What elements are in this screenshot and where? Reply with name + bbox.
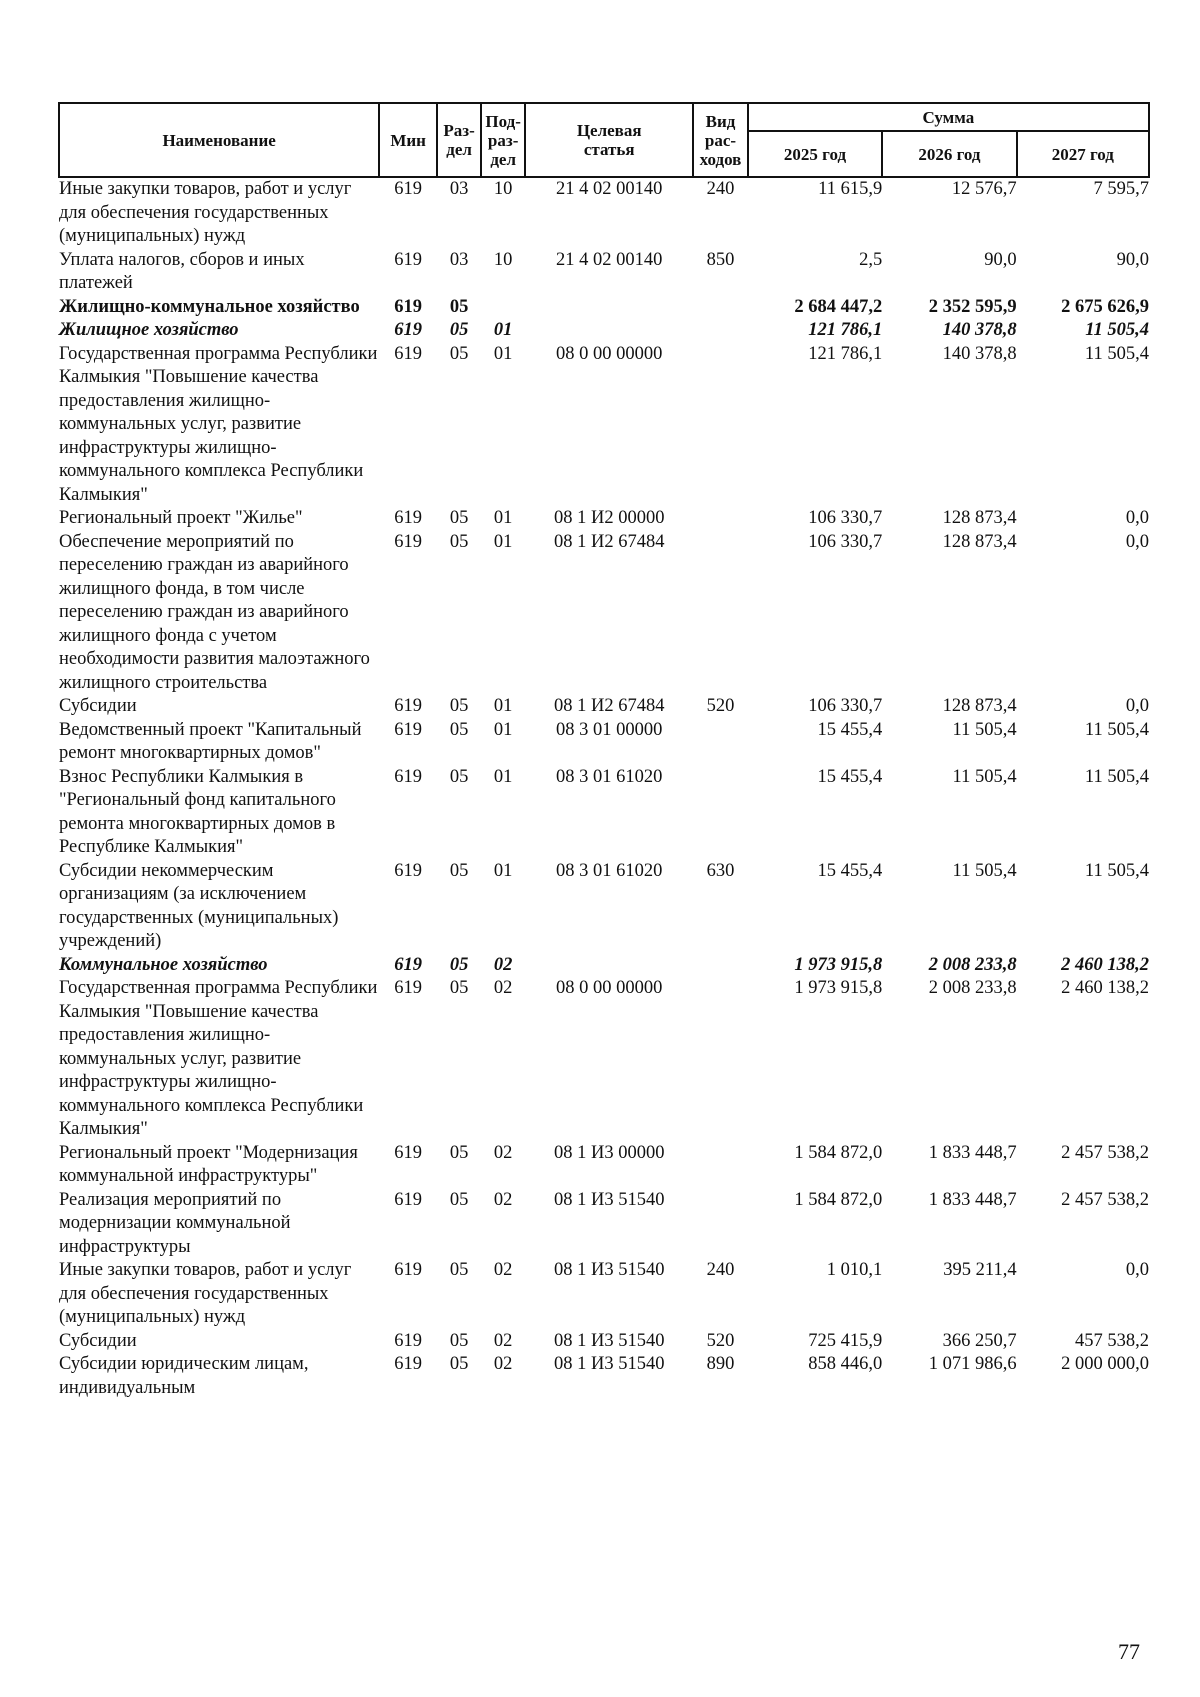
header-2026: 2026 год (882, 131, 1016, 177)
row-2027: 11 505,4 (1085, 320, 1149, 340)
row-podrazdel: 02 (493, 954, 513, 975)
row-target: 08 3 01 61020 (556, 860, 663, 881)
row-2025: 15 455,4 (817, 719, 883, 740)
header-2025: 2025 год (748, 131, 882, 177)
budget-table (58, 102, 1150, 1400)
row-target: 08 3 01 61020 (556, 766, 663, 787)
row-min: 619 (394, 719, 423, 740)
row-2027: 11 505,4 (1084, 719, 1149, 740)
row-vid (693, 766, 748, 860)
row-min: 619 (394, 696, 423, 716)
row-podrazdel: 01 (493, 531, 513, 552)
row-2026: 2 008 233,8 (928, 954, 1017, 975)
row-2026: 140 378,8 (942, 343, 1017, 364)
row-2025: 1 973 915,8 (794, 978, 883, 998)
table-row (59, 1189, 1149, 1260)
row-2026: 128 873,4 (942, 508, 1017, 528)
row-razdel: 05 (449, 954, 469, 975)
row-name: Реализация мероприятий по модернизации коммунальной инфраструктуры (59, 1189, 291, 1257)
row-vid (693, 719, 748, 766)
row-target: 21 4 02 00140 (556, 249, 663, 270)
row-name: Иные закупки товаров, работ и услуг для обеспечения государственных (муниципальных) нужд (59, 179, 352, 246)
row-2027: 2 457 538,2 (1061, 1189, 1149, 1210)
row-min: 619 (394, 1260, 423, 1280)
row-target: 08 1 И2 67484 (553, 696, 665, 716)
header-razdel: Раз- дел (437, 103, 481, 177)
row-name: Коммунальное хозяйство (59, 954, 268, 975)
row-razdel: 05 (449, 1142, 469, 1163)
row-vid (693, 296, 748, 320)
row-name: Ведомственный проект "Капитальный ремонт многоквартирных домов" (59, 719, 362, 763)
row-2027: 0,0 (1125, 531, 1149, 552)
row-name: Региональный проект "Жилье" (59, 508, 303, 528)
row-podrazdel: 01 (493, 766, 513, 787)
row-min: 619 (394, 766, 423, 787)
row-vid (693, 954, 748, 978)
row-target: 08 1 И3 00000 (553, 1142, 665, 1163)
row-name: Обеспечение мероприятий по переселению граждан из аварийного жилищного фонда, в том числе переселению граждан из аварийного жилищного фонда с учетом необходимости развития малоэтажного жилищного строительства (59, 531, 370, 693)
row-2026: 12 576,7 (951, 179, 1017, 199)
table-row (59, 1353, 1149, 1400)
row-2026: 11 505,4 (952, 719, 1017, 740)
row-razdel: 05 (449, 1260, 469, 1280)
row-name: Уплата налогов, сборов и иных платежей (59, 249, 305, 293)
row-min: 619 (394, 531, 423, 552)
row-2027: 11 505,4 (1084, 766, 1149, 787)
header-min: Мин (379, 103, 437, 177)
row-2026: 366 250,7 (942, 1330, 1017, 1351)
row-podrazdel: 01 (493, 343, 513, 364)
row-target: 08 1 И3 51540 (553, 1330, 665, 1351)
row-min: 619 (394, 296, 423, 317)
row-2027: 11 505,4 (1084, 343, 1149, 364)
row-2025: 1 584 872,0 (794, 1142, 883, 1163)
row-2026: 2 352 595,9 (928, 296, 1017, 317)
row-2025: 725 415,9 (808, 1330, 883, 1351)
header-vid: Вид рас- ходов (693, 103, 748, 177)
table-row (59, 319, 1149, 343)
row-podrazdel: 02 (493, 1260, 513, 1280)
row-razdel: 05 (449, 696, 469, 716)
row-podrazdel: 01 (493, 320, 513, 340)
table-row (59, 1259, 1149, 1330)
row-min: 619 (394, 320, 423, 340)
row-2027: 0,0 (1125, 696, 1149, 716)
table-row (59, 177, 1149, 249)
row-razdel: 05 (449, 508, 469, 528)
row-target (525, 954, 693, 978)
row-razdel: 05 (449, 719, 469, 740)
row-2025: 106 330,7 (808, 531, 883, 552)
table-row (59, 249, 1149, 296)
row-min: 619 (394, 508, 423, 528)
row-vid (693, 1189, 748, 1260)
row-name: Субсидии некоммерческим организациям (за исключением государственных (муниципальных) учреждений) (59, 860, 339, 951)
table-row (59, 766, 1149, 860)
row-target: 21 4 02 00140 (556, 179, 663, 199)
row-podrazdel: 02 (493, 1189, 513, 1210)
row-2026: 90,0 (984, 249, 1017, 270)
row-2026: 11 505,4 (952, 766, 1017, 787)
row-razdel: 03 (449, 249, 469, 270)
row-min: 619 (394, 860, 423, 881)
row-2027: 11 505,4 (1084, 860, 1149, 881)
row-target: 08 1 И2 67484 (553, 531, 665, 552)
table-row (59, 695, 1149, 719)
row-2027: 7 595,7 (1093, 179, 1149, 199)
header-sum: Сумма (748, 103, 1149, 131)
row-2025: 106 330,7 (808, 696, 883, 716)
table-header (59, 103, 1149, 177)
row-razdel: 03 (449, 179, 469, 199)
row-2026: 128 873,4 (942, 531, 1017, 552)
header-2027: 2027 год (1017, 131, 1149, 177)
row-podrazdel: 02 (493, 1354, 513, 1374)
row-2027: 2 460 138,2 (1061, 954, 1149, 975)
row-podrazdel: 01 (493, 719, 513, 740)
row-razdel: 05 (449, 1330, 469, 1351)
row-target: 08 3 01 00000 (556, 719, 663, 740)
row-2026: 140 378,8 (942, 320, 1017, 340)
table-row (59, 507, 1149, 531)
row-vid (693, 319, 748, 343)
row-target: 08 1 И3 51540 (553, 1354, 665, 1374)
row-2025: 2,5 (859, 249, 883, 270)
row-razdel: 05 (449, 320, 469, 340)
row-2027: 0,0 (1125, 1260, 1149, 1280)
row-target: 08 0 00 00000 (556, 978, 663, 998)
row-2025: 1 973 915,8 (794, 954, 883, 975)
row-vid: 850 (706, 249, 735, 270)
row-vid (693, 343, 748, 508)
row-target: 08 0 00 00000 (556, 343, 663, 364)
row-2025: 1 584 872,0 (794, 1189, 883, 1210)
row-2027: 2 000 000,0 (1061, 1354, 1149, 1374)
row-podrazdel: 02 (493, 1330, 513, 1351)
row-razdel: 05 (449, 766, 469, 787)
row-2026: 2 008 233,8 (928, 978, 1017, 998)
table-row (59, 296, 1149, 320)
row-razdel: 05 (449, 296, 469, 317)
row-2027: 2 457 538,2 (1061, 1142, 1149, 1163)
table-row (59, 1330, 1149, 1354)
row-2026: 128 873,4 (942, 696, 1017, 716)
row-name: Государственная программа Республики Калмыкия "Повышение качества предоставления жилищно-коммунальных услуг, развитие инфраструктуры жилищно-коммунального комплекса Республики Калмыкия" (59, 978, 378, 1139)
row-podrazdel: 01 (493, 508, 513, 528)
row-target: 08 1 И3 51540 (553, 1260, 665, 1280)
row-target: 08 1 И3 51540 (553, 1189, 665, 1210)
row-vid: 520 (706, 1330, 735, 1351)
row-2026: 1 071 986,6 (928, 1354, 1017, 1374)
row-target (525, 296, 693, 320)
table-row (59, 1142, 1149, 1189)
row-vid: 890 (706, 1354, 735, 1374)
row-name: Государственная программа Республики Калмыкия "Повышение качества предоставления жилищно-коммунальных услуг, развитие инфраструктуры жилищно-коммунального комплекса Республики Калмыкия" (59, 343, 378, 505)
row-min: 619 (394, 1189, 423, 1210)
row-vid (693, 531, 748, 696)
header-target: Целевая статья (525, 103, 693, 177)
table-row (59, 860, 1149, 954)
row-razdel: 05 (449, 1189, 469, 1210)
row-2025: 15 455,4 (817, 860, 883, 881)
row-min: 619 (394, 249, 423, 270)
row-name: Жилищно-коммунальное хозяйство (59, 296, 360, 317)
row-podrazdel: 01 (493, 696, 513, 716)
row-2025: 2 684 447,2 (794, 296, 883, 317)
row-2025: 106 330,7 (808, 508, 883, 528)
row-2027: 0,0 (1125, 508, 1149, 528)
row-min: 619 (394, 978, 423, 998)
row-2025: 11 615,9 (818, 179, 883, 199)
row-vid: 240 (706, 179, 735, 199)
page-number: 77 (1118, 1639, 1140, 1664)
row-razdel: 05 (449, 1354, 469, 1374)
row-razdel: 05 (449, 860, 469, 881)
header-podrazdel: Под- раз- дел (481, 103, 525, 177)
row-2026: 1 833 448,7 (928, 1189, 1017, 1210)
row-podrazdel: 10 (493, 249, 513, 270)
row-podrazdel: 02 (493, 978, 513, 998)
row-min: 619 (394, 954, 423, 975)
row-2027: 457 538,2 (1075, 1330, 1149, 1351)
table-row (59, 531, 1149, 696)
row-podrazdel: 01 (493, 860, 513, 881)
table-row (59, 977, 1149, 1142)
row-2026: 11 505,4 (952, 860, 1017, 881)
table-row (59, 719, 1149, 766)
row-vid: 240 (706, 1260, 735, 1280)
row-name: Иные закупки товаров, работ и услуг для обеспечения государственных (муниципальных) нужд (59, 1260, 352, 1327)
row-name: Субсидии (59, 696, 137, 716)
table-row (59, 954, 1149, 978)
row-name: Субсидии юридическим лицам, индивидуальным (59, 1354, 309, 1398)
row-razdel: 05 (449, 978, 469, 998)
row-2025: 15 455,4 (817, 766, 883, 787)
row-vid (693, 1142, 748, 1189)
row-2026: 1 833 448,7 (928, 1142, 1017, 1163)
header-name: Наименование (59, 103, 379, 177)
table-body (59, 177, 1149, 1400)
row-target (525, 319, 693, 343)
row-2025: 1 010,1 (826, 1260, 883, 1280)
row-target: 08 1 И2 00000 (553, 508, 665, 528)
row-razdel: 05 (449, 343, 469, 364)
row-vid (693, 977, 748, 1142)
row-podrazdel: 10 (493, 179, 513, 199)
row-podrazdel (481, 296, 525, 320)
table-row (59, 343, 1149, 508)
row-min: 619 (394, 343, 423, 364)
row-name: Региональный проект "Модернизация коммунальной инфраструктуры" (59, 1142, 358, 1186)
row-2027: 90,0 (1116, 249, 1149, 270)
row-name: Субсидии (59, 1330, 137, 1351)
row-name: Взнос Республики Калмыкия в "Региональный фонд капитального ремонта многоквартирных домов в Республике Калмыкия" (59, 766, 336, 857)
row-vid: 520 (706, 696, 735, 716)
row-2025: 121 786,1 (808, 343, 883, 364)
row-razdel: 05 (449, 531, 469, 552)
row-podrazdel: 02 (493, 1142, 513, 1163)
row-min: 619 (394, 179, 423, 199)
row-min: 619 (394, 1142, 423, 1163)
row-min: 619 (394, 1330, 423, 1351)
row-2027: 2 675 626,9 (1061, 296, 1149, 317)
row-vid (693, 507, 748, 531)
row-min: 619 (394, 1354, 423, 1374)
row-name: Жилищное хозяйство (59, 320, 239, 340)
row-2026: 395 211,4 (943, 1260, 1017, 1280)
row-2025: 858 446,0 (808, 1354, 883, 1374)
row-2025: 121 786,1 (808, 320, 883, 340)
row-vid: 630 (706, 860, 735, 881)
row-2027: 2 460 138,2 (1061, 978, 1149, 998)
